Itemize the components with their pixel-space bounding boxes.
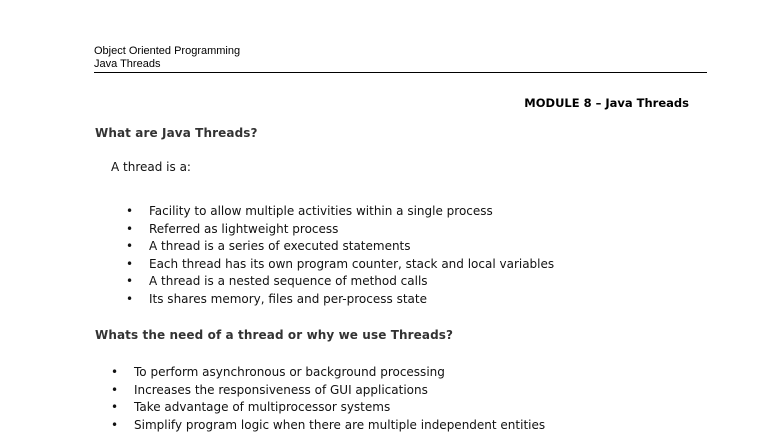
section-intro: A thread is a: [111,160,191,174]
list-item: • Referred as lightweight process [149,221,554,239]
bullet-icon: • [126,221,134,236]
section-heading-what-are-threads: What are Java Threads? [95,126,258,140]
bullet-icon: • [126,256,134,271]
bullet-icon: • [126,291,134,306]
section-heading-why-threads: Whats the need of a thread or why we use Threads? [95,328,454,342]
header-topic: Java Threads [94,58,161,70]
list-item: • To perform asynchronous or background processing [134,364,545,382]
list-item: • A thread is a nested sequence of method calls [149,273,554,291]
bullet-icon: • [126,274,134,289]
bullet-icon: • [126,239,134,254]
bullet-icon: • [111,417,119,432]
thread-definition-list [126,203,555,309]
page-header [94,45,240,71]
bullet-icon: • [111,400,119,415]
list-item: • Take advantage of multiprocessor systems [134,399,545,417]
header-course: Object Oriented Programming [94,45,241,57]
list-item: • Simplify program logic when there are multiple independent entities [134,417,545,435]
bullet-icon: • [111,382,119,397]
list-item: • Each thread has its own program counter, stack and local variables [149,256,554,274]
list-item: • A thread is a series of executed statements [149,238,554,256]
header-divider [94,72,707,73]
list-item: • Facility to allow multiple activities within a single process [149,203,554,221]
module-title: MODULE 8 – Java Threads [524,96,689,110]
thread-reasons-list [111,364,546,434]
list-item: • Its shares memory, files and per-process state [149,291,554,309]
bullet-icon: • [126,204,134,218]
list-item: • Increases the responsiveness of GUI applications [134,382,545,400]
bullet-icon: • [111,365,119,379]
